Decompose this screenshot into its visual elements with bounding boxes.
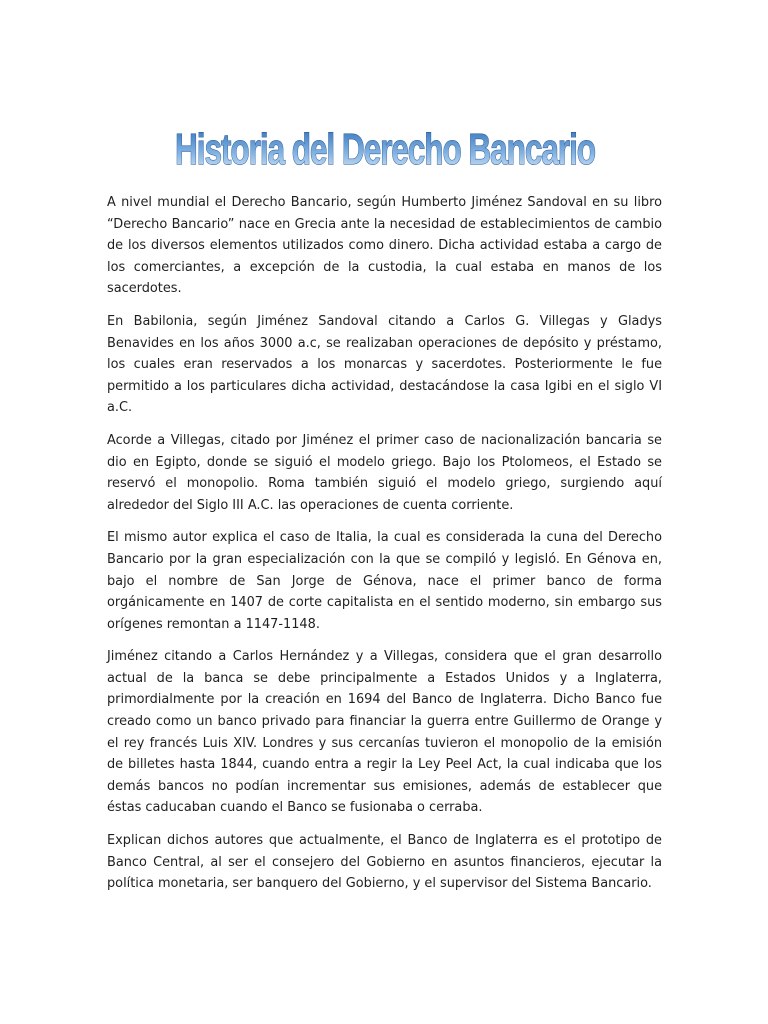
paragraph-4: El mismo autor explica el caso de Italia, la cual es considerada la cuna del Derecho Bancario por la gran especialización con la que se compiló y legisló. En Génova en, bajo el nombre de San Jorge de Génova, nace el primer banco de forma orgánicamente en 1407 de corte capitalista en el sentido moderno, sin embargo sus orígenes remontan a 1147-1148.: [107, 530, 662, 632]
paragraph-3: Acorde a Villegas, citado por Jiménez el primer caso de nacionalización bancaria se dio en Egipto, donde se siguió el modelo griego. Bajo los Ptolomeos, el Estado se reservó el monopolio. Roma también siguió el modelo griego, surgiendo aquí alrededor del Siglo III A.C. las operaciones de cuenta corriente.: [107, 432, 662, 513]
document-body: [107, 192, 662, 906]
paragraph-1: A nivel mundial el Derecho Bancario, según Humberto Jiménez Sandoval en su libro “Derecho Bancario” nace en Grecia ante la necesidad de establecimientos de cambio de los diversos elementos utilizados como dinero. Dicha actividad estaba a cargo de los comerciantes, a excepción de la custodia, la cual estaba en manos de los sacerdotes.: [107, 195, 662, 297]
page-title: Historia del Derecho Bancario: [175, 125, 596, 174]
paragraph-5: Jiménez citando a Carlos Hernández y a Villegas, considera que el gran desarrollo actual de la banca se debe principalmente a Estados Unidos y a Inglaterra, primordialmente por la creación en 1694 del Banco de Inglaterra. Dicho Banco fue creado como un banco privado para financiar la guerra entre Guillermo de Orange y el rey francés Luis XIV. Londres y sus cercanías tuvieron el monopolio de la emisión de billetes hasta 1844, cuando entra a regir la Ley Peel Act, la cual indicaba que los demás bancos no podían incrementar sus emisiones, además de establecer que éstas caducaban cuando el Banco se fusionaba o cerraba.: [107, 649, 662, 816]
paragraph-6: Explican dichos autores que actualmente, el Banco de Inglaterra es el prototipo de Banco Central, al ser el consejero del Gobierno en asuntos financieros, ejecutar la política monetaria, ser banquero del Gobierno, y el supervisor del Sistema Bancario.: [107, 833, 662, 892]
wordart-title: [160, 118, 610, 188]
title-banner: [0, 118, 768, 188]
paragraph-2: En Babilonia, según Jiménez Sandoval citando a Carlos G. Villegas y Gladys Benavides en los años 3000 a.c, se realizaban operaciones de depósito y préstamo, los cuales eran reservados a los monarcas y sacerdotes. Posteriormente le fue permitido a los particulares dicha actividad, destacándose la casa Igibi en el siglo VI a.C.: [107, 313, 662, 416]
